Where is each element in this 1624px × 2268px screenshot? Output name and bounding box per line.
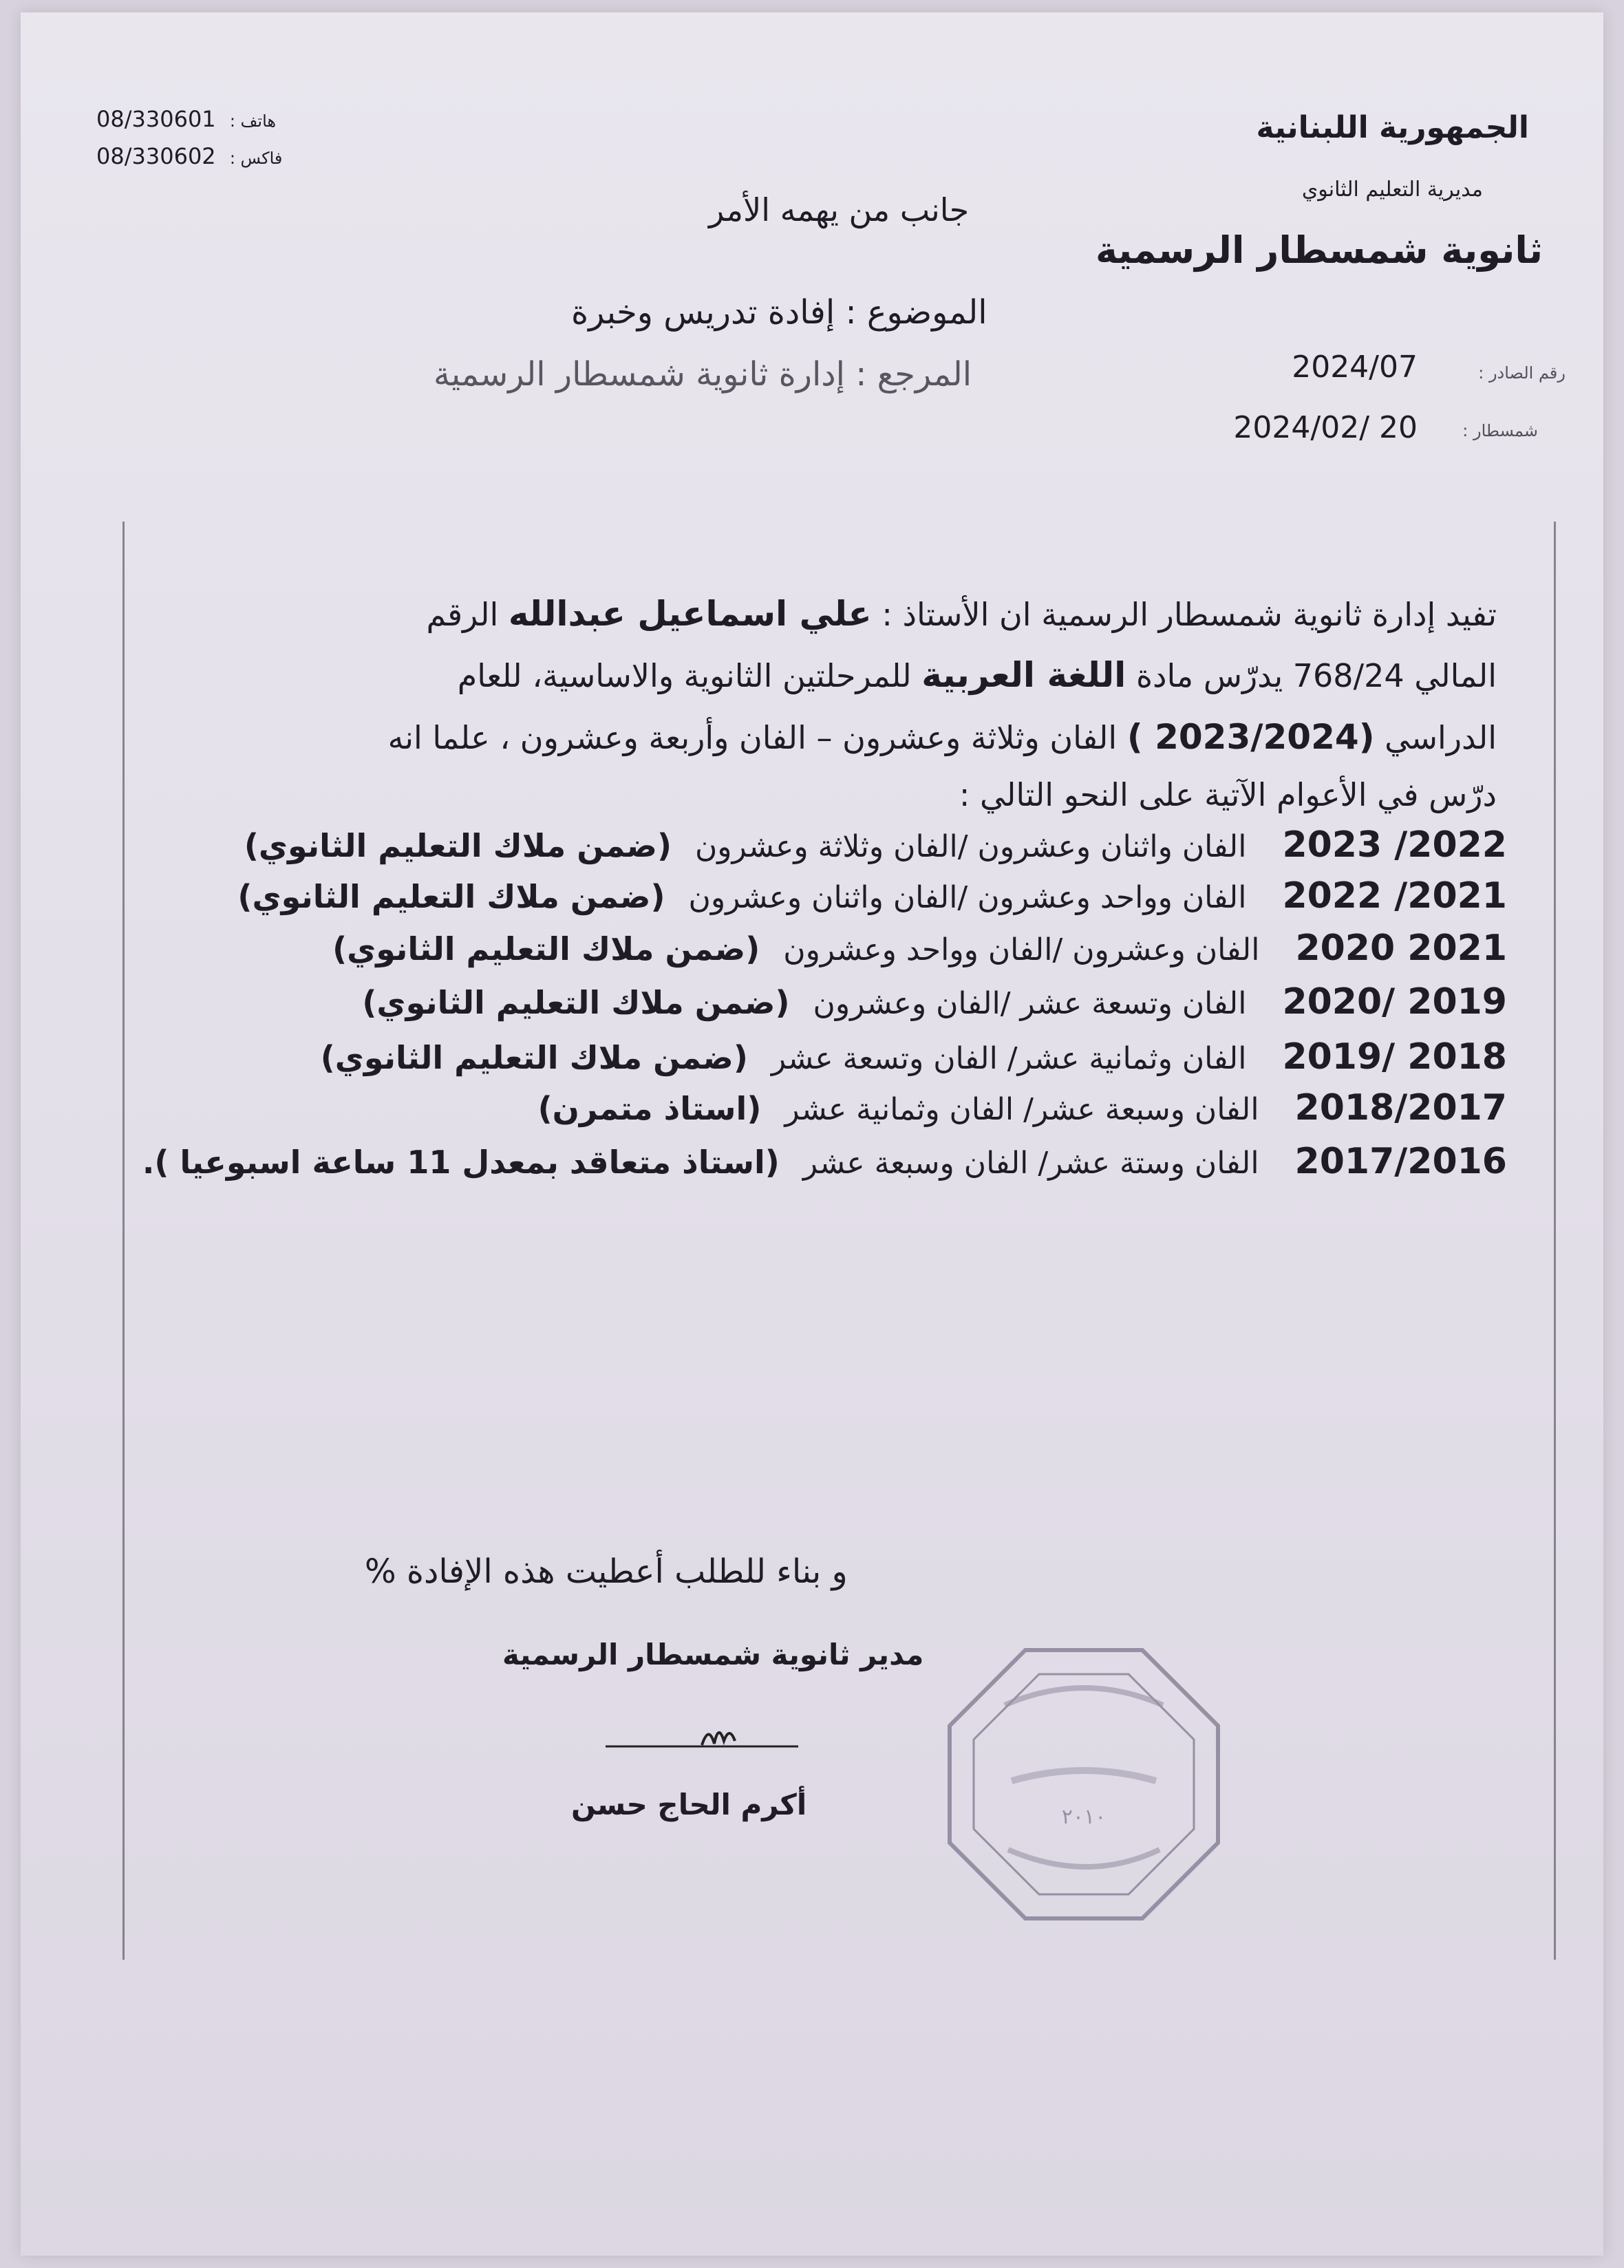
reference-line: المرجع : إدارة ثانوية شمسطار الرسمية xyxy=(434,355,972,394)
year-status: (ضمن ملاك التعليم الثانوي) xyxy=(362,984,790,1021)
year-description: الفان وواحد وعشرون /الفان واثنان وعشرون xyxy=(688,880,1247,915)
directorate-name: مديرية التعليم الثانوي xyxy=(1301,178,1483,202)
addressee: جانب من يهمه الأمر xyxy=(709,191,970,228)
body-text: المالي 768/24 يدرّس مادة xyxy=(1135,657,1497,694)
director-title: مدير ثانوية شمسطار الرسمية xyxy=(502,1638,924,1671)
right-margin-line xyxy=(1554,522,1556,1960)
school-name: ثانوية شمسطار الرسمية xyxy=(1095,228,1543,272)
body-line-1 xyxy=(426,594,1497,634)
year-range: 2019/ 2018 xyxy=(1282,1036,1507,1078)
body-text: تفيد إدارة ثانوية شمسطار الرسمية ان الأستاذ : xyxy=(882,596,1497,633)
year-status: (ضمن ملاك التعليم الثانوي) xyxy=(237,878,665,915)
year-range: 2022 /2021 xyxy=(1282,875,1507,917)
year-description: الفان وسبعة عشر/ الفان وثمانية عشر xyxy=(784,1092,1259,1127)
year-range: 2020/ 2019 xyxy=(1282,981,1507,1023)
year-row xyxy=(321,1036,1507,1078)
fax-label: فاكس : xyxy=(229,149,283,168)
year-range: 2020 2021 xyxy=(1295,928,1507,969)
phone-number: 08/330601 xyxy=(96,106,216,132)
year-row xyxy=(538,1087,1507,1128)
teacher-name: علي اسماعيل عبدالله xyxy=(508,594,872,634)
body-text: الرقم xyxy=(426,596,499,633)
year-row xyxy=(142,1141,1507,1182)
year-status: (ضمن ملاك التعليم الثانوي) xyxy=(244,827,672,864)
subject-name: اللغة العربية xyxy=(921,655,1126,695)
year-range: 2023 /2022 xyxy=(1282,824,1507,866)
year-status: (ضمن ملاك التعليم الثانوي) xyxy=(332,930,760,967)
body-line-2 xyxy=(458,655,1497,695)
document-date: 2024/02/ 20 xyxy=(1233,410,1418,445)
year-status: (استاذ متعاقد بمعدل 11 ساعة اسبوعيا ). xyxy=(142,1144,780,1181)
republic-title: الجمهورية اللبنانية xyxy=(1256,110,1529,145)
phone-line xyxy=(96,106,276,132)
reference-number: 2024/07 xyxy=(1292,350,1418,385)
body-text: الفان وثلاثة وعشرون – الفان وأربعة وعشرون ، علما انه xyxy=(387,719,1118,756)
year-row xyxy=(362,981,1507,1023)
year-description: الفان وعشرون /الفان وواحد وعشرون xyxy=(783,932,1260,967)
closing-statement: و بناء للطلب أعطيت هذه الإفادة % xyxy=(365,1552,848,1591)
year-row xyxy=(332,928,1507,969)
year-description: الفان وتسعة عشر /الفان وعشرون xyxy=(813,986,1247,1021)
phone-label: هاتف : xyxy=(229,111,277,131)
year-range: 2018/2017 xyxy=(1294,1087,1507,1128)
body-text: للمرحلتين الثانوية والاساسية، للعام xyxy=(457,657,912,694)
school-stamp xyxy=(943,1643,1225,1925)
year-row xyxy=(237,875,1507,917)
fax-number: 08/330602 xyxy=(96,143,216,169)
subject-line: الموضوع : إفادة تدريس وخبرة xyxy=(571,293,987,332)
year-row xyxy=(244,824,1507,866)
stamp-year: ٢٠١٠ xyxy=(1061,1805,1107,1829)
year-status: (ضمن ملاك التعليم الثانوي) xyxy=(320,1039,748,1076)
year-description: الفان واثنان وعشرون /الفان وثلاثة وعشرون xyxy=(694,829,1247,864)
signature xyxy=(599,1719,805,1760)
director-name: أكرم الحاج حسن xyxy=(571,1788,807,1821)
year-description: الفان وستة عشر/ الفان وسبعة عشر xyxy=(802,1146,1259,1181)
date-label: شمسطار : xyxy=(1462,421,1538,440)
body-text: الدراسي xyxy=(1385,719,1497,756)
document-page xyxy=(21,12,1603,2256)
current-year: (2023/2024 ) xyxy=(1126,717,1375,757)
year-description: الفان وثمانية عشر/ الفان وتسعة عشر xyxy=(771,1041,1247,1076)
year-range: 2017/2016 xyxy=(1294,1141,1507,1182)
reference-number-label: رقم الصادر : xyxy=(1478,363,1566,383)
body-line-3 xyxy=(388,717,1497,757)
left-margin-line xyxy=(122,522,125,1960)
fax-line xyxy=(96,143,282,169)
year-status: (استاذ متمرن) xyxy=(537,1090,762,1127)
body-line-4: درّس في الأعوام الآتية على النحو التالي : xyxy=(959,776,1497,813)
